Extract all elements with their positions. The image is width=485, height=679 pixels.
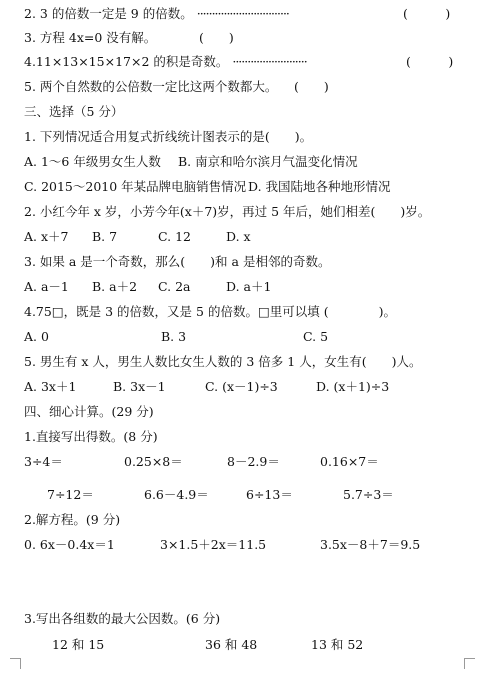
choice-question-4: 4.75□，既是 3 的倍数，又是 5 的倍数。□里可以填 ( )。 xyxy=(24,304,396,319)
tf-question-3-answer-paren[interactable]: ( ) xyxy=(199,30,234,45)
choice-section-heading: 三、选择（5 分） xyxy=(24,104,124,119)
equation-item: 0. 6x－0.4x＝1 xyxy=(24,537,115,552)
tf-question-4 xyxy=(24,54,454,70)
choice-4-option-a[interactable]: A. 0 xyxy=(24,329,49,344)
choice-2-option-c[interactable]: C. 12 xyxy=(158,229,191,244)
choice-5-option-c[interactable]: C. (x－1)÷3 xyxy=(205,379,278,394)
choice-3-option-a[interactable]: A. a－1 xyxy=(24,279,69,294)
calc-section-heading: 四、细心计算。(29 分) xyxy=(24,404,154,419)
tf-question-2 xyxy=(24,6,451,22)
choice-question-2: 2. 小红今年 x 岁，小芳今年(x＋7)岁，再过 5 年后，她们相差( )岁。 xyxy=(24,204,431,219)
choice-1-option-a[interactable]: A. 1～6 年级男女生人数 xyxy=(24,154,161,169)
choice-5-option-b[interactable]: B. 3x－1 xyxy=(113,379,166,394)
choice-question-1: 1. 下列情况适合用复式折线统计图表示的是( )。 xyxy=(24,129,313,144)
choice-question-3: 3. 如果 a 是一个奇数，那么( )和 a 是相邻的奇数。 xyxy=(24,254,331,269)
tf-question-3 xyxy=(24,30,234,46)
tf-question-5 xyxy=(24,79,329,95)
choice-1-option-d[interactable]: D. 我国陆地各种地形情况 xyxy=(248,179,391,194)
gcd-item: 12 和 15 xyxy=(52,637,105,652)
oral-calc-item: 0.16×7＝ xyxy=(320,454,379,469)
choice-5-option-a[interactable]: A. 3x＋1 xyxy=(24,379,77,394)
crop-mark-bottom-right xyxy=(464,658,475,669)
oral-calc-item: 5.7÷3＝ xyxy=(343,487,394,502)
choice-3-option-d[interactable]: D. a＋1 xyxy=(226,279,272,294)
oral-calc-item: 7÷12＝ xyxy=(47,487,94,502)
choice-3-option-b[interactable]: B. a＋2 xyxy=(92,279,138,294)
tf-question-4-leader: ························· xyxy=(232,54,307,69)
choice-2-option-d[interactable]: D. x xyxy=(226,229,251,244)
tf-question-2-text: 2. 3 的倍数一定是 9 的倍数。 xyxy=(24,6,193,21)
choice-4-option-c[interactable]: C. 5 xyxy=(303,329,329,344)
tf-question-2-leader: ······························· xyxy=(196,6,289,21)
oral-calc-item: 0.25×8＝ xyxy=(124,454,183,469)
tf-question-4-text: 4.11×13×15×17×2 的积是奇数。 xyxy=(24,54,229,69)
tf-question-4-answer-paren[interactable]: ( ) xyxy=(406,54,454,69)
choice-2-option-b[interactable]: B. 7 xyxy=(92,229,118,244)
calc-part-3-heading: 3.写出各组数的最大公因数。(6 分) xyxy=(24,611,221,626)
oral-calc-item: 3÷4＝ xyxy=(24,454,63,469)
choice-3-option-c[interactable]: C. 2a xyxy=(158,279,191,294)
gcd-item: 36 和 48 xyxy=(205,637,258,652)
equation-item: 3×1.5＋2x＝11.5 xyxy=(160,537,267,552)
choice-5-option-d[interactable]: D. (x＋1)÷3 xyxy=(316,379,390,394)
tf-question-5-answer-paren[interactable]: ( ) xyxy=(294,79,329,94)
choice-2-option-a[interactable]: A. x＋7 xyxy=(24,229,69,244)
calc-part-1-heading: 1.直接写出得数。(8 分) xyxy=(24,429,158,444)
calc-part-2-heading: 2.解方程。(9 分) xyxy=(24,512,121,527)
gcd-item: 13 和 52 xyxy=(311,637,364,652)
oral-calc-item: 8－2.9＝ xyxy=(227,454,280,469)
oral-calc-item: 6÷13＝ xyxy=(246,487,293,502)
crop-mark-bottom-left xyxy=(10,658,21,669)
oral-calc-item: 6.6－4.9＝ xyxy=(144,487,209,502)
tf-question-3-text: 3. 方程 4x=0 没有解。 xyxy=(24,30,157,45)
choice-4-option-b[interactable]: B. 3 xyxy=(161,329,187,344)
choice-1-option-b[interactable]: B. 南京和哈尔滨月气温变化情况 xyxy=(178,154,358,169)
tf-question-5-text: 5. 两个自然数的公倍数一定比这两个数都大。 xyxy=(24,79,278,94)
choice-question-5: 5. 男生有 x 人，男生人数比女生人数的 3 倍多 1 人，女生有( )人。 xyxy=(24,354,422,369)
tf-question-2-answer-paren[interactable]: ( ) xyxy=(403,6,451,21)
equation-item: 3.5x－8＋7＝9.5 xyxy=(320,537,421,552)
choice-1-option-c[interactable]: C. 2015～2010 年某品牌电脑销售情况 xyxy=(24,179,247,194)
